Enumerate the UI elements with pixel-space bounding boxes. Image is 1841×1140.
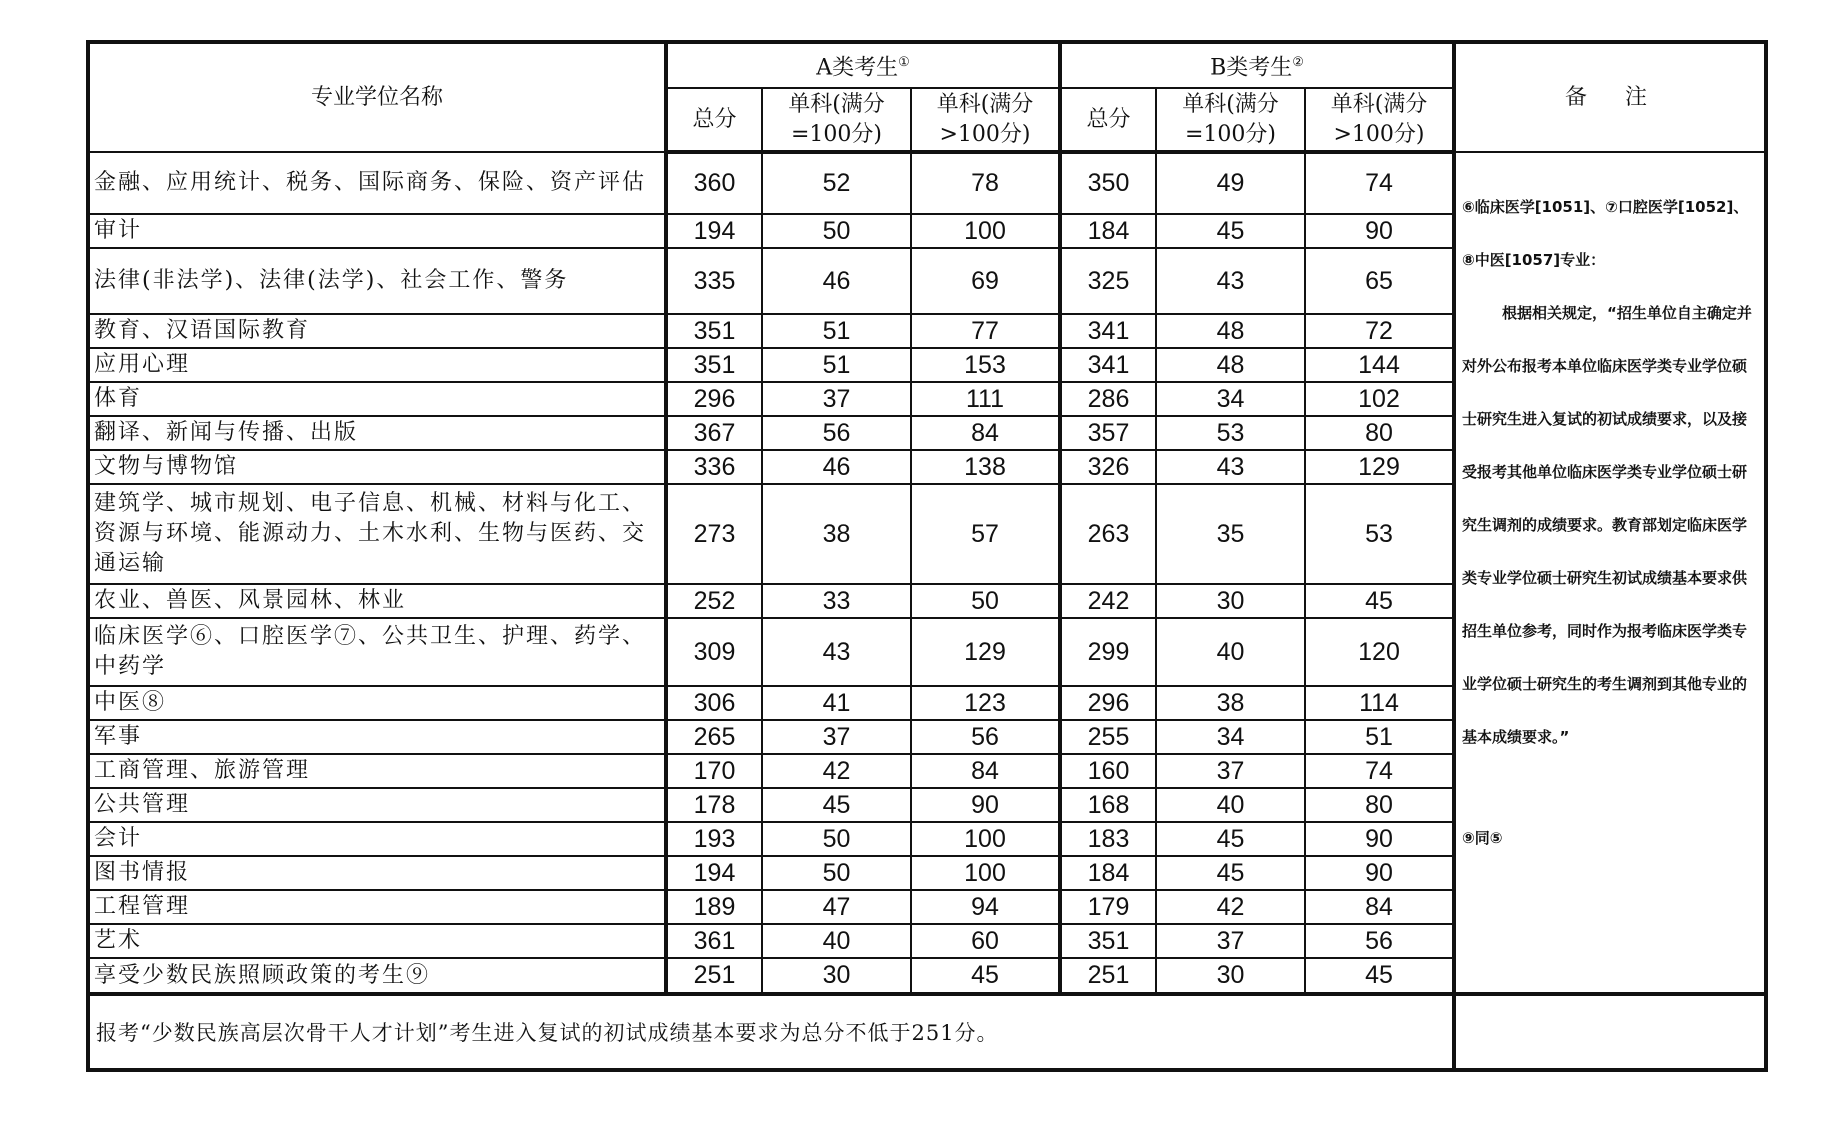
- a-single-gt100-score: 50: [911, 584, 1060, 618]
- table-row: [88, 994, 1766, 1070]
- a-total-score: 351: [666, 348, 762, 382]
- a-single-gt100-score: 129: [911, 618, 1060, 686]
- b-single-gt100-score: 102: [1305, 382, 1454, 416]
- table-row: [88, 152, 1766, 214]
- a-single-100-score: 46: [762, 248, 911, 314]
- a-total-score: 252: [666, 584, 762, 618]
- major-name: 建筑学、城市规划、电子信息、机械、材料与化工、资源与环境、能源动力、土木水利、生物与医药、交通运输: [88, 484, 666, 584]
- b-single-gt100-score: 90: [1305, 856, 1454, 890]
- a-single-100-score: 51: [762, 314, 911, 348]
- b-total-score: 263: [1060, 484, 1156, 584]
- a-total-score: 265: [666, 720, 762, 754]
- b-single-100-score: 43: [1156, 450, 1305, 484]
- major-name: 艺术: [88, 924, 666, 958]
- b-single-gt100-score: 51: [1305, 720, 1454, 754]
- b-single-100-score: 37: [1156, 924, 1305, 958]
- b-total-score: 286: [1060, 382, 1156, 416]
- b-single-gt100-score: 90: [1305, 822, 1454, 856]
- a-single-100-score: 42: [762, 754, 911, 788]
- b-single-100-score: 38: [1156, 686, 1305, 720]
- b-single-gt100-score: 80: [1305, 416, 1454, 450]
- b-single-100-score: 53: [1156, 416, 1305, 450]
- a-single-gt100-score: 84: [911, 416, 1060, 450]
- b-total-score: 299: [1060, 618, 1156, 686]
- a-single-100-score: 50: [762, 822, 911, 856]
- a-single-gt100-score: 60: [911, 924, 1060, 958]
- a-single-gt100-score: 77: [911, 314, 1060, 348]
- b-total-score: 184: [1060, 856, 1156, 890]
- b-single-100-score: 48: [1156, 314, 1305, 348]
- b-single-gt100-score: 114: [1305, 686, 1454, 720]
- a-single-gt100-score: 56: [911, 720, 1060, 754]
- a-single-100-score: 30: [762, 958, 911, 994]
- header-b-total: 总分: [1060, 88, 1156, 152]
- b-total-score: 160: [1060, 754, 1156, 788]
- b-single-100-score: 37: [1156, 754, 1305, 788]
- b-single-gt100-score: 90: [1305, 214, 1454, 248]
- b-single-100-score: 43: [1156, 248, 1305, 314]
- remarks-cell: [1454, 152, 1766, 994]
- b-single-gt100-score: 74: [1305, 152, 1454, 214]
- a-total-score: 306: [666, 686, 762, 720]
- a-single-gt100-score: 78: [911, 152, 1060, 214]
- a-single-100-score: 46: [762, 450, 911, 484]
- b-single-100-score: 34: [1156, 382, 1305, 416]
- a-single-100-score: 37: [762, 720, 911, 754]
- header-b-single-100: 单科(满分=100分): [1156, 88, 1305, 152]
- a-total-score: 194: [666, 856, 762, 890]
- b-single-gt100-score: 74: [1305, 754, 1454, 788]
- header-major-name: 专业学位名称: [88, 42, 666, 152]
- header-group-b: B类考生②: [1060, 42, 1454, 88]
- b-total-score: 341: [1060, 314, 1156, 348]
- b-single-gt100-score: 84: [1305, 890, 1454, 924]
- a-single-gt100-score: 45: [911, 958, 1060, 994]
- a-single-100-score: 41: [762, 686, 911, 720]
- b-total-score: 296: [1060, 686, 1156, 720]
- b-total-score: 325: [1060, 248, 1156, 314]
- major-name: 体育: [88, 382, 666, 416]
- b-total-score: 183: [1060, 822, 1156, 856]
- b-single-100-score: 30: [1156, 958, 1305, 994]
- a-single-100-score: 51: [762, 348, 911, 382]
- b-total-score: 168: [1060, 788, 1156, 822]
- b-single-gt100-score: 144: [1305, 348, 1454, 382]
- major-name: 临床医学⑥、口腔医学⑦、公共卫生、护理、药学、中药学: [88, 618, 666, 686]
- a-single-100-score: 50: [762, 856, 911, 890]
- a-single-gt100-score: 138: [911, 450, 1060, 484]
- a-total-score: 189: [666, 890, 762, 924]
- a-single-100-score: 50: [762, 214, 911, 248]
- a-total-score: 170: [666, 754, 762, 788]
- b-single-100-score: 45: [1156, 856, 1305, 890]
- a-single-gt100-score: 69: [911, 248, 1060, 314]
- b-single-100-score: 34: [1156, 720, 1305, 754]
- b-single-gt100-score: 53: [1305, 484, 1454, 584]
- a-total-score: 309: [666, 618, 762, 686]
- major-name: 享受少数民族照顾政策的考生⑨: [88, 958, 666, 994]
- major-name: 法律(非法学)、法律(法学)、社会工作、警务: [88, 248, 666, 314]
- a-total-score: 194: [666, 214, 762, 248]
- a-single-gt100-score: 111: [911, 382, 1060, 416]
- major-name: 中医⑧: [88, 686, 666, 720]
- b-single-100-score: 42: [1156, 890, 1305, 924]
- a-total-score: 178: [666, 788, 762, 822]
- major-name: 图书情报: [88, 856, 666, 890]
- b-total-score: 357: [1060, 416, 1156, 450]
- b-single-100-score: 48: [1156, 348, 1305, 382]
- footer-note: 报考“少数民族高层次骨干人才计划”考生进入复试的初试成绩基本要求为总分不低于251分。: [88, 994, 1454, 1070]
- major-name: 军事: [88, 720, 666, 754]
- header-b-single-gt100: 单科(满分>100分): [1305, 88, 1454, 152]
- header-a-single-100: 单科(满分=100分): [762, 88, 911, 152]
- b-total-score: 255: [1060, 720, 1156, 754]
- b-single-100-score: 30: [1156, 584, 1305, 618]
- remark-line-1: ⑥临床医学[1051]、⑦口腔医学[1052]、⑧中医[1057]专业：: [1462, 198, 1749, 269]
- remark-line-2: 根据相关规定，“招生单位自主确定并对外公布报考本单位临床医学类专业学位硕士研究生进入复试的初试成绩要求，以及接受报考其他单位临床医学类专业学位硕士研究生调剂的成绩要求。教育部划定临床医学类专业学位硕士研究生初试成绩基本要求供招生单位参考，同时作为报考临床医学类专业学位硕士研究生的考生调剂到其他专业的基本成绩要求。”: [1462, 304, 1752, 746]
- a-single-gt100-score: 100: [911, 214, 1060, 248]
- b-single-gt100-score: 72: [1305, 314, 1454, 348]
- a-total-score: 193: [666, 822, 762, 856]
- major-name: 应用心理: [88, 348, 666, 382]
- a-single-gt100-score: 84: [911, 754, 1060, 788]
- a-single-100-score: 52: [762, 152, 911, 214]
- major-name: 金融、应用统计、税务、国际商务、保险、资产评估: [88, 152, 666, 214]
- b-total-score: 350: [1060, 152, 1156, 214]
- b-total-score: 351: [1060, 924, 1156, 958]
- a-single-gt100-score: 100: [911, 856, 1060, 890]
- a-total-score: 361: [666, 924, 762, 958]
- a-single-gt100-score: 57: [911, 484, 1060, 584]
- a-total-score: 273: [666, 484, 762, 584]
- a-single-gt100-score: 100: [911, 822, 1060, 856]
- a-single-100-score: 45: [762, 788, 911, 822]
- major-name: 工程管理: [88, 890, 666, 924]
- b-single-100-score: 45: [1156, 214, 1305, 248]
- b-single-gt100-score: 56: [1305, 924, 1454, 958]
- a-single-100-score: 47: [762, 890, 911, 924]
- a-total-score: 296: [666, 382, 762, 416]
- a-single-100-score: 56: [762, 416, 911, 450]
- footer-remarks-blank: [1454, 994, 1766, 1070]
- a-total-score: 335: [666, 248, 762, 314]
- b-single-gt100-score: 45: [1305, 584, 1454, 618]
- a-total-score: 336: [666, 450, 762, 484]
- b-total-score: 341: [1060, 348, 1156, 382]
- major-name: 农业、兽医、风景园林、林业: [88, 584, 666, 618]
- header-a-single-gt100: 单科(满分>100分): [911, 88, 1060, 152]
- b-single-gt100-score: 129: [1305, 450, 1454, 484]
- b-total-score: 251: [1060, 958, 1156, 994]
- major-name: 翻译、新闻与传播、出版: [88, 416, 666, 450]
- major-name: 文物与博物馆: [88, 450, 666, 484]
- major-name: 公共管理: [88, 788, 666, 822]
- a-single-gt100-score: 94: [911, 890, 1060, 924]
- b-single-100-score: 40: [1156, 618, 1305, 686]
- header-group-a: A类考生①: [666, 42, 1060, 88]
- b-single-gt100-score: 65: [1305, 248, 1454, 314]
- remark-line-3: ⑨同⑤: [1462, 829, 1503, 847]
- major-name: 教育、汉语国际教育: [88, 314, 666, 348]
- a-single-gt100-score: 90: [911, 788, 1060, 822]
- major-name: 会计: [88, 822, 666, 856]
- b-single-gt100-score: 120: [1305, 618, 1454, 686]
- b-total-score: 184: [1060, 214, 1156, 248]
- b-total-score: 179: [1060, 890, 1156, 924]
- a-single-100-score: 43: [762, 618, 911, 686]
- b-total-score: 242: [1060, 584, 1156, 618]
- b-single-gt100-score: 80: [1305, 788, 1454, 822]
- b-single-gt100-score: 45: [1305, 958, 1454, 994]
- b-single-100-score: 40: [1156, 788, 1305, 822]
- a-total-score: 351: [666, 314, 762, 348]
- remarks-text: [1456, 153, 1764, 865]
- a-total-score: 360: [666, 152, 762, 214]
- b-single-100-score: 45: [1156, 822, 1305, 856]
- a-total-score: 367: [666, 416, 762, 450]
- b-single-100-score: 35: [1156, 484, 1305, 584]
- major-name: 工商管理、旅游管理: [88, 754, 666, 788]
- score-table: [86, 40, 1768, 1072]
- b-total-score: 326: [1060, 450, 1156, 484]
- a-single-100-score: 40: [762, 924, 911, 958]
- a-single-gt100-score: 153: [911, 348, 1060, 382]
- a-single-100-score: 37: [762, 382, 911, 416]
- a-single-gt100-score: 123: [911, 686, 1060, 720]
- b-single-100-score: 49: [1156, 152, 1305, 214]
- header-a-total: 总分: [666, 88, 762, 152]
- a-single-100-score: 33: [762, 584, 911, 618]
- header-remarks: 备 注: [1454, 42, 1766, 152]
- a-single-100-score: 38: [762, 484, 911, 584]
- a-total-score: 251: [666, 958, 762, 994]
- major-name: 审计: [88, 214, 666, 248]
